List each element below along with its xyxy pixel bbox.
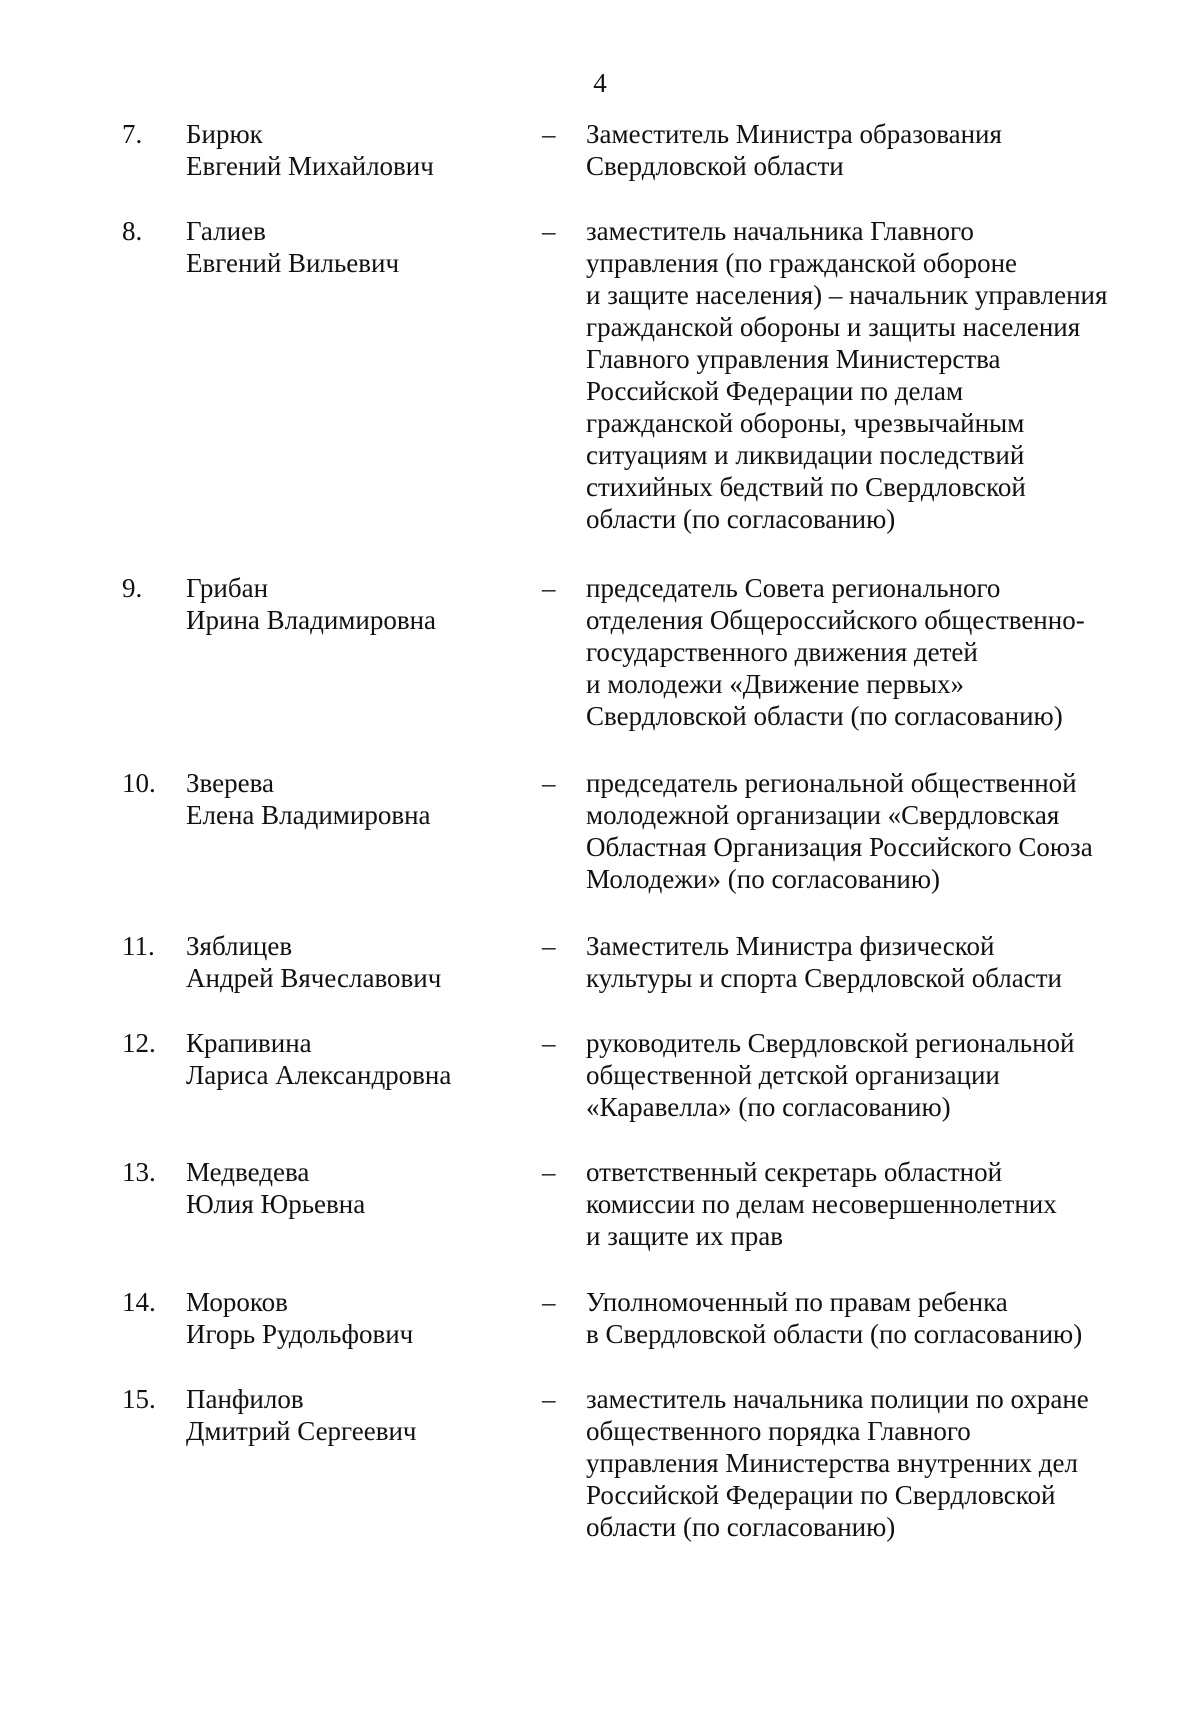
member-surname: Медведева — [186, 1157, 310, 1187]
separator-dash: – — [542, 119, 556, 149]
role-line: молодежной организации «Свердловская — [586, 800, 1060, 830]
separator-dash: – — [542, 573, 556, 603]
member-surname: Зверева — [186, 768, 274, 798]
role-line: заместитель начальника Главного — [586, 216, 974, 246]
member-name — [186, 1156, 526, 1220]
member-surname: Мороков — [186, 1287, 288, 1317]
entry-number: 8. — [122, 216, 143, 246]
role-line: ситуациям и ликвидации последствий — [586, 440, 1025, 470]
member-name — [186, 1383, 526, 1447]
entry-number: 11. — [122, 931, 155, 961]
separator-dash: – — [542, 1384, 556, 1414]
role-line: государственного движения детей — [586, 637, 978, 667]
member-surname: Панфилов — [186, 1384, 304, 1414]
member-role — [586, 1286, 1146, 1350]
separator-dash: – — [542, 931, 556, 961]
role-line: гражданской обороны и защиты населения — [586, 312, 1081, 342]
role-line: руководитель Свердловской региональной — [586, 1028, 1075, 1058]
member-given-name: Игорь Рудольфович — [186, 1319, 414, 1349]
role-line: управления (по гражданской обороне — [586, 248, 1018, 278]
role-line: Заместитель Министра образования — [586, 119, 1002, 149]
member-name — [186, 572, 526, 636]
member-given-name: Ирина Владимировна — [186, 605, 437, 635]
entry-number: 10. — [122, 768, 156, 798]
member-name — [186, 930, 526, 994]
role-line: в Свердловской области (по согласованию) — [586, 1319, 1083, 1349]
role-line: и молодежи «Движение первых» — [586, 669, 965, 699]
role-line: управления Министерства внутренних дел — [586, 1448, 1078, 1478]
member-surname: Грибан — [186, 573, 269, 603]
role-line: общественной детской организации — [586, 1060, 1000, 1090]
role-line: Российской Федерации по Свердловской — [586, 1480, 1056, 1510]
member-given-name: Дмитрий Сергеевич — [186, 1416, 417, 1446]
role-line: «Каравелла» (по согласованию) — [586, 1092, 951, 1122]
member-surname: Зяблицев — [186, 931, 293, 961]
member-surname: Галиев — [186, 216, 266, 246]
member-given-name: Юлия Юрьевна — [186, 1189, 366, 1219]
member-role — [586, 767, 1146, 895]
role-line: Свердловской области (по согласованию) — [586, 701, 1063, 731]
member-given-name: Андрей Вячеславович — [186, 963, 442, 993]
separator-dash: – — [542, 1028, 556, 1058]
member-role — [586, 572, 1146, 732]
entry-number: 14. — [122, 1287, 156, 1317]
role-line: области (по согласованию) — [586, 504, 896, 534]
member-given-name: Елена Владимировна — [186, 800, 431, 830]
separator-dash: – — [542, 1287, 556, 1317]
member-name — [186, 1286, 526, 1350]
role-line: области (по согласованию) — [586, 1512, 896, 1542]
role-line: Главного управления Министерства — [586, 344, 1001, 374]
role-line: председатель региональной общественной — [586, 768, 1077, 798]
role-line: Молодежи» (по согласованию) — [586, 864, 941, 894]
entry-number: 13. — [122, 1157, 156, 1187]
entry-number: 9. — [122, 573, 143, 603]
role-line: комиссии по делам несовершеннолетних — [586, 1189, 1057, 1219]
role-line: отделения Общероссийского общественно- — [586, 605, 1085, 635]
role-line: культуры и спорта Свердловской области — [586, 963, 1062, 993]
role-line: стихийных бедствий по Свердловской — [586, 472, 1026, 502]
role-line: и защите населения) – начальник управления — [586, 280, 1108, 310]
role-line: Заместитель Министра физической — [586, 931, 995, 961]
separator-dash: – — [542, 216, 556, 246]
role-line: председатель Совета регионального — [586, 573, 1001, 603]
role-line: ответственный секретарь областной — [586, 1157, 1003, 1187]
member-role — [586, 1383, 1146, 1543]
entry-number: 15. — [122, 1384, 156, 1414]
member-given-name: Лариса Александровна — [186, 1060, 452, 1090]
member-surname: Бирюк — [186, 119, 263, 149]
member-role — [586, 1156, 1146, 1252]
member-role — [586, 118, 1146, 182]
role-line: Уполномоченный по правам ребенка — [586, 1287, 1008, 1317]
member-surname: Крапивина — [186, 1028, 312, 1058]
member-name — [186, 1027, 526, 1091]
role-line: Российской Федерации по делам — [586, 376, 964, 406]
entry-number: 7. — [122, 119, 143, 149]
member-name — [186, 118, 526, 182]
member-name — [186, 767, 526, 831]
page-number: 4 — [593, 68, 607, 98]
role-line: гражданской обороны, чрезвычайным — [586, 408, 1025, 438]
member-role — [586, 930, 1146, 994]
member-given-name: Евгений Вильевич — [186, 248, 400, 278]
role-line: и защите их прав — [586, 1221, 784, 1251]
member-role — [586, 215, 1146, 535]
role-line: заместитель начальника полиции по охране — [586, 1384, 1089, 1414]
member-given-name: Евгений Михайлович — [186, 151, 434, 181]
member-role — [586, 1027, 1146, 1123]
role-line: Областная Организация Российского Союза — [586, 832, 1093, 862]
entry-number: 12. — [122, 1028, 156, 1058]
separator-dash: – — [542, 1157, 556, 1187]
role-line: общественного порядка Главного — [586, 1416, 971, 1446]
member-name — [186, 215, 526, 279]
role-line: Свердловской области — [586, 151, 844, 181]
separator-dash: – — [542, 768, 556, 798]
